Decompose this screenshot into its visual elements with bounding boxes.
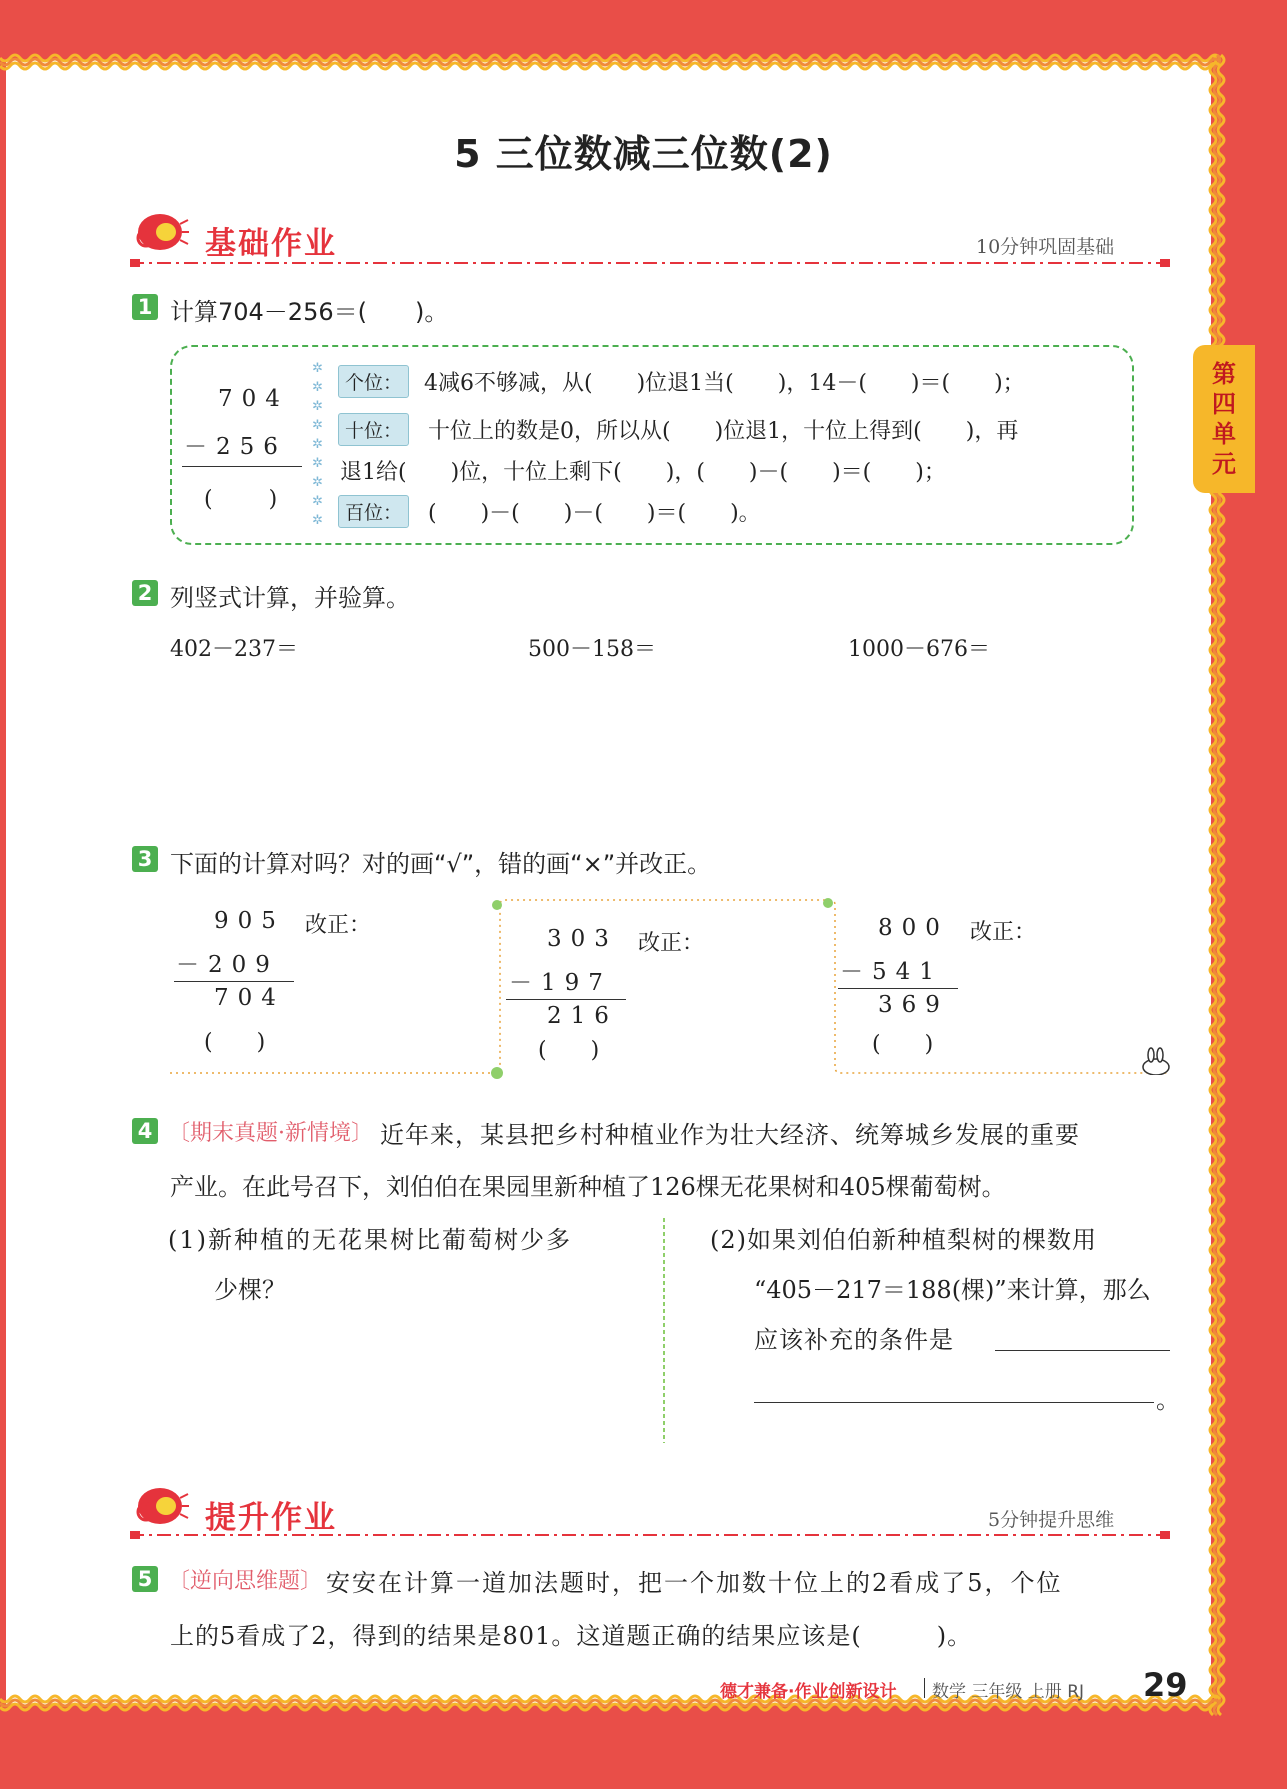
q1-vertical-result: ( ) [204, 487, 282, 512]
tens-text-continued: 退1给( )位，十位上剩下( )，( )－( )＝( )； [340, 460, 946, 485]
q3-a-correct-label: 改正： [305, 913, 372, 938]
svg-text:✲: ✲ [312, 418, 323, 433]
footer-separator [924, 1678, 925, 1698]
svg-text:✲: ✲ [312, 456, 323, 471]
svg-text:✲: ✲ [312, 494, 323, 509]
q3-a-result: 704 [214, 985, 285, 1011]
q4-text-2: 产业。在此号召下，刘伯伯在果园里新种植了126棵无花果树和405棵葡萄树。 [170, 1173, 1006, 1201]
svg-text:✲: ✲ [312, 475, 323, 490]
lantern-icon [130, 208, 190, 260]
question-3-text: 下面的计算对吗？对的画“√”，错的画“×”并改正。 [170, 850, 712, 878]
q4-part-1-line-2: 少棵？ [214, 1276, 286, 1304]
q3-c-correct-label: 改正： [970, 920, 1037, 945]
lantern-icon-2 [130, 1482, 190, 1534]
question-3-number: 3 [132, 846, 158, 872]
question-2-number: 2 [132, 580, 158, 606]
q5-tag: 〔逆向思维题〕 [168, 1569, 323, 1594]
q3-b-result: 216 [547, 1003, 618, 1029]
svg-text:✲: ✲ [312, 437, 323, 452]
q1-vertical-top: 704 [218, 386, 289, 412]
unit-tab [1193, 345, 1255, 493]
q3-a-minus: －209 [176, 952, 279, 978]
q2-expr-1: 402－237＝ [170, 637, 298, 662]
q3-b-mark: ( ) [538, 1038, 600, 1063]
section-divider-2 [130, 1530, 1172, 1540]
footer-info: 数学 三年级 上册 RJ [932, 1682, 1085, 1702]
q3-b-line [506, 999, 626, 1000]
q3-b-minus: －197 [509, 970, 612, 996]
page-number: 29 [1143, 1666, 1188, 1704]
section-advanced-title: 提升作业 [205, 1500, 337, 1536]
q4-vertical-divider [660, 1218, 668, 1443]
q4-part-1-line-1: (1)新种植的无花果树比葡萄树少多 [168, 1226, 572, 1254]
svg-text:✲: ✲ [312, 380, 323, 395]
question-2-text: 列竖式计算，并验算。 [170, 584, 410, 612]
footer-series: 德才兼备·作业创新设计 [720, 1682, 897, 1702]
q4-part-2-line-2: “405－217＝188(棵)”来计算，那么 [754, 1276, 1151, 1304]
q4-part-2-line-3: 应该补充的条件是 [754, 1326, 954, 1354]
q5-text-1: 安安在计算一道加法题时，把一个加数十位上的2看成了5，个位 [326, 1569, 1063, 1597]
q4-answer-blank-2[interactable] [754, 1402, 1154, 1403]
unit-tab-label: 第四单元 [1212, 360, 1236, 478]
question-1-number: 1 [132, 294, 158, 320]
svg-text:✲: ✲ [312, 513, 323, 528]
q1-vertical-line [182, 466, 302, 467]
q3-c-top: 800 [878, 915, 949, 941]
q4-text-1: 近年来，某县把乡村种植业作为壮大经济、统筹城乡发展的重要 [380, 1121, 1080, 1149]
q3-c-mark: ( ) [872, 1032, 934, 1057]
q3-b-correct-label: 改正： [638, 931, 705, 956]
section-basic-subtitle: 10分钟巩固基础 [976, 236, 1115, 258]
section-divider [130, 258, 1172, 268]
q4-tag: 〔期末真题·新情境〕 [168, 1121, 373, 1146]
svg-text:✲: ✲ [312, 399, 323, 414]
q3-a-top: 905 [214, 908, 285, 934]
question-1-text: 计算704－256＝( )。 [170, 298, 449, 326]
q4-part-2-line-1: (2)如果刘伯伯新种植梨树的棵数用 [710, 1226, 1097, 1254]
section-basic-title: 基础作业 [205, 226, 337, 262]
q1-vertical-minus: －256 [184, 434, 287, 460]
tens-text: 十位上的数是0，所以从( )位退1，十位上得到( )，再 [428, 419, 1019, 444]
svg-text:✲: ✲ [312, 361, 323, 376]
q2-expr-2: 500－158＝ [528, 637, 656, 662]
hundreds-label: 百位： [338, 495, 409, 528]
q3-a-line [174, 981, 294, 982]
tens-label: 十位： [338, 413, 409, 446]
star-divider [312, 360, 326, 530]
q5-text-2: 上的5看成了2，得到的结果是801。这道题正确的结果应该是( )。 [170, 1622, 973, 1650]
q3-c-result: 369 [878, 992, 949, 1018]
question-5-number: 5 [132, 1566, 158, 1592]
q3-c-line [838, 988, 958, 989]
ones-label: 个位： [338, 365, 409, 398]
question-4-number: 4 [132, 1118, 158, 1144]
q2-expr-3: 1000－676＝ [848, 637, 990, 662]
q4-answer-blank-1[interactable] [995, 1350, 1170, 1351]
bunny-icon [1140, 1045, 1172, 1075]
q4-part-2-end: 。 [1156, 1386, 1180, 1414]
q3-c-minus: －541 [840, 959, 943, 985]
section-advanced-subtitle: 5分钟提升思维 [988, 1509, 1115, 1531]
q3-a-mark: ( ) [204, 1030, 266, 1055]
q3-b-top: 303 [547, 926, 618, 952]
hundreds-text: ( )－( )－( )＝( )。 [428, 501, 761, 526]
page-title: 5 三位数减三位数(2) [454, 132, 833, 176]
ones-text: 4减6不够减，从( )位退1当( )，14－( )＝( )； [424, 371, 1025, 396]
